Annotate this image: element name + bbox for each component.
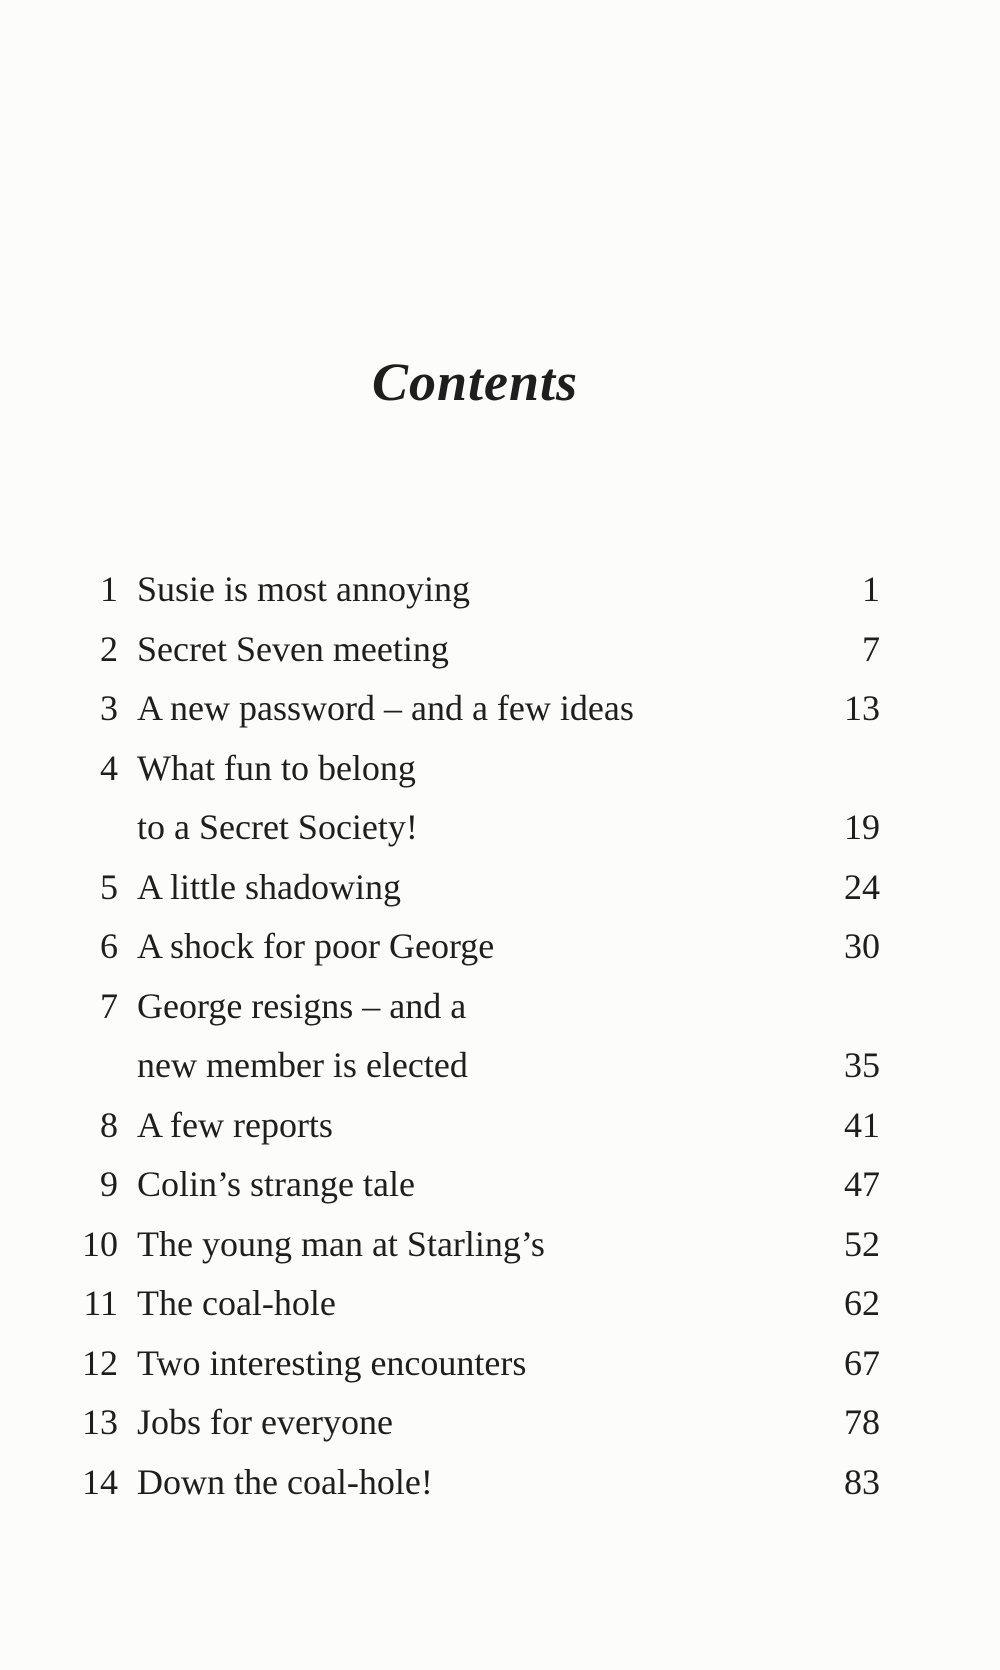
toc-entry [0, 1274, 1000, 1334]
chapter-title: A little shadowing [137, 866, 401, 907]
toc-entry [0, 917, 1000, 977]
page-number: 13 [844, 688, 880, 728]
toc-entry [0, 1155, 1000, 1215]
chapter-title: Secret Seven meeting [137, 628, 449, 669]
chapter-number: 9 [100, 1164, 118, 1204]
chapter-number: 5 [100, 866, 118, 907]
page-number: 19 [844, 807, 880, 847]
chapter-number: 14 [82, 1461, 118, 1502]
chapter-title: Susie is most annoying [137, 569, 471, 609]
chapter-title: Colin’s strange tale [137, 1164, 415, 1204]
chapter-title: The young man at Starling’s [137, 1223, 545, 1264]
chapter-title: The coal-hole [137, 1283, 336, 1323]
chapter-number: 2 [100, 628, 118, 669]
toc-entry [0, 739, 1000, 799]
chapter-title: A few reports [137, 1104, 333, 1145]
chapter-number: 11 [83, 1283, 118, 1323]
page-number: 30 [844, 926, 880, 966]
chapter-number: 6 [100, 926, 118, 966]
chapter-number: 13 [82, 1402, 118, 1442]
toc-entry [0, 1453, 1000, 1513]
toc-entry [0, 1215, 1000, 1275]
page-number: 41 [844, 1104, 880, 1145]
chapter-number: 7 [100, 985, 118, 1026]
table-of-contents [0, 560, 1000, 1512]
page-number: 47 [844, 1164, 880, 1204]
toc-entry [0, 858, 1000, 918]
toc-entry [0, 1334, 1000, 1394]
page-number: 67 [844, 1342, 880, 1383]
page-number: 83 [844, 1461, 880, 1502]
toc-entry [0, 620, 1000, 680]
page-number: 62 [844, 1283, 880, 1323]
toc-entry-continuation [0, 798, 1000, 858]
chapter-number: 12 [82, 1342, 118, 1383]
chapter-title: A shock for poor George [137, 926, 495, 966]
page-number: 35 [844, 1045, 880, 1085]
page-number: 1 [862, 569, 880, 609]
toc-entry-continuation [0, 1036, 1000, 1096]
chapter-title-continuation: to a Secret Society! [137, 807, 418, 847]
chapter-title: What fun to belong [137, 747, 416, 788]
page-number: 24 [844, 866, 880, 907]
toc-entry [0, 1393, 1000, 1453]
chapter-title-continuation: new member is elected [137, 1045, 468, 1085]
chapter-number: 1 [100, 569, 118, 609]
chapter-number: 10 [82, 1223, 118, 1264]
chapter-number: 3 [100, 688, 118, 728]
page-number: 78 [844, 1402, 880, 1442]
chapter-title: George resigns – and a [137, 985, 467, 1026]
page-number: 7 [862, 628, 880, 669]
chapter-title: Jobs for everyone [137, 1402, 393, 1442]
toc-entry [0, 1096, 1000, 1156]
chapter-title: Down the coal-hole! [137, 1461, 433, 1502]
page-title: Contents [371, 352, 579, 412]
chapter-title: A new password – and a few ideas [137, 688, 634, 728]
toc-entry [0, 560, 1000, 620]
chapter-title: Two interesting encounters [137, 1342, 527, 1383]
toc-entry [0, 977, 1000, 1037]
toc-entry [0, 679, 1000, 739]
page-number: 52 [844, 1223, 880, 1264]
chapter-number: 8 [100, 1104, 118, 1145]
chapter-number: 4 [100, 747, 118, 788]
